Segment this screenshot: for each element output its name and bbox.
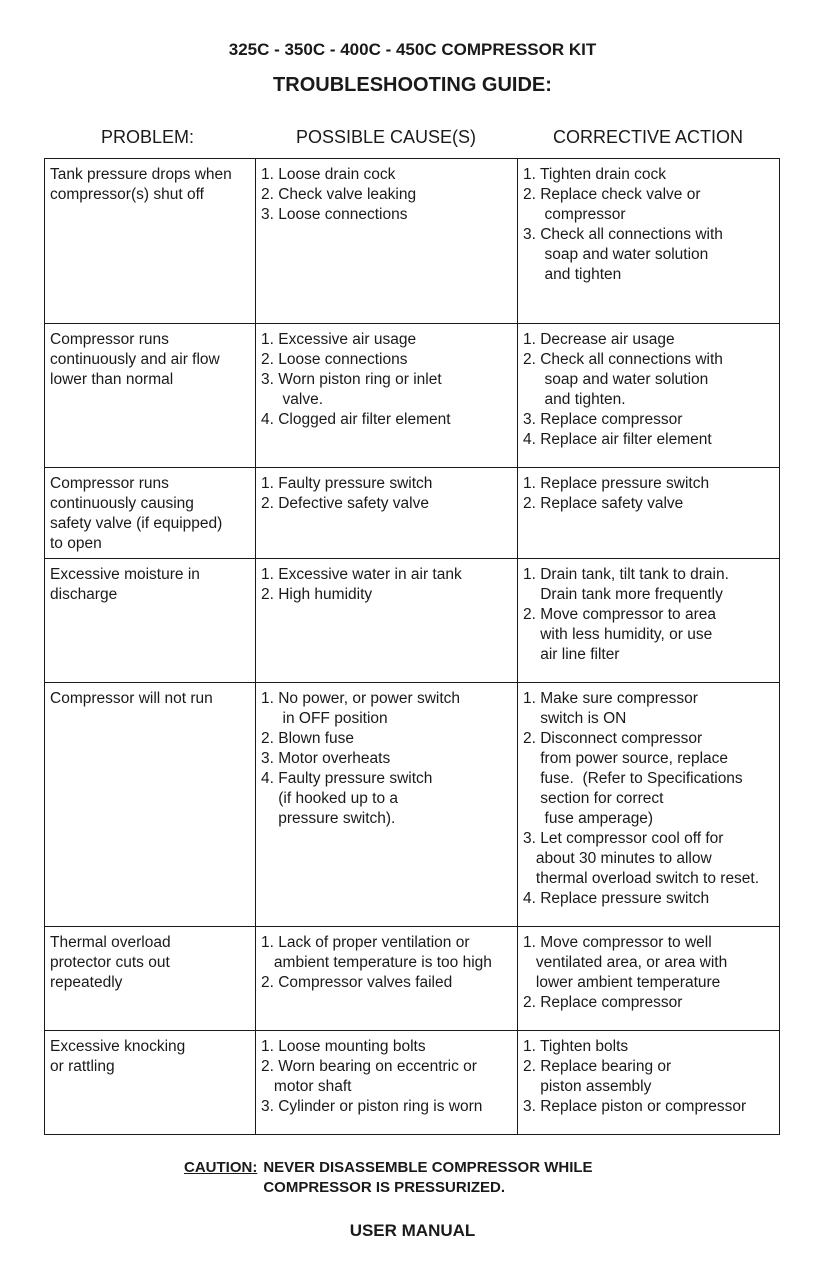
cause-item: 1. Faulty pressure switch (261, 475, 433, 492)
problem-cell (45, 559, 256, 683)
action-item: ventilated area, or area with (523, 954, 728, 971)
table-row (45, 683, 780, 927)
table-row (45, 159, 780, 324)
action-item: 2. Replace check valve or (523, 186, 701, 203)
cause-item: valve. (261, 391, 324, 408)
cause-item: 1. Excessive air usage (261, 331, 417, 348)
action-item: compressor (523, 206, 626, 223)
action-item: 4. Replace air filter element (523, 431, 712, 448)
action-item: fuse amperage) (523, 810, 654, 827)
action-column-header: CORRECTIVE ACTION (553, 127, 744, 147)
cause-item: 2. Compressor valves failed (261, 974, 453, 991)
cause-item: 4. Clogged air filter element (261, 411, 451, 428)
action-item: from power source, replace (523, 750, 729, 767)
cause-item: 4. Faulty pressure switch (261, 770, 433, 787)
caution-note (184, 1158, 593, 1198)
problem-cell (45, 1031, 256, 1135)
action-item: with less humidity, or use (523, 626, 713, 643)
action-item: about 30 minutes to allow (523, 850, 712, 867)
action-item: 1. Tighten drain cock (523, 166, 667, 183)
action-item: piston assembly (523, 1078, 652, 1095)
action-item: Drain tank more frequently (523, 586, 723, 603)
caution-label: CAUTION: (184, 1159, 258, 1176)
cause-item: 1. Excessive water in air tank (261, 566, 462, 583)
action-cell (518, 159, 780, 324)
action-item: 1. Tighten bolts (523, 1038, 629, 1055)
problem-line: or rattling (50, 1058, 115, 1075)
problem-cell (45, 927, 256, 1031)
guide-title: TROUBLESHOOTING GUIDE: (273, 74, 552, 96)
table-row (45, 468, 780, 559)
action-item: 1. Drain tank, tilt tank to drain. (523, 566, 729, 583)
action-cell (518, 324, 780, 468)
cause-item: 2. Blown fuse (261, 730, 355, 747)
cause-item: 2. Check valve leaking (261, 186, 417, 203)
cause-item: 2. High humidity (261, 586, 373, 603)
problem-cell (45, 159, 256, 324)
table-row (45, 559, 780, 683)
problem-cell (45, 683, 256, 927)
action-item: 1. Move compressor to well (523, 934, 712, 951)
action-item: soap and water solution (523, 371, 709, 388)
problem-line: Compressor runs (50, 331, 169, 348)
cause-item: ambient temperature is too high (261, 954, 492, 971)
cause-cell (256, 683, 518, 927)
caution-line: NEVER DISASSEMBLE COMPRESSOR WHILE (263, 1159, 593, 1176)
cause-cell (256, 159, 518, 324)
action-item: 2. Replace bearing or (523, 1058, 672, 1075)
caution-message (263, 1158, 592, 1198)
table-row (45, 324, 780, 468)
action-item: lower ambient temperature (523, 974, 721, 991)
table-row (45, 1031, 780, 1135)
cause-cell (256, 559, 518, 683)
action-item: 2. Replace compressor (523, 994, 683, 1011)
action-item: thermal overload switch to reset. (523, 870, 760, 887)
problem-line: to open (50, 535, 102, 552)
action-item: switch is ON (523, 710, 627, 727)
footer-label: USER MANUAL (349, 1221, 476, 1240)
cause-cell (256, 324, 518, 468)
action-item: 3. Check all connections with (523, 226, 723, 243)
cause-item: 1. Lack of proper ventilation or (261, 934, 470, 951)
action-item: and tighten (523, 266, 622, 283)
cause-item: 3. Worn piston ring or inlet (261, 371, 442, 388)
problem-cell (45, 324, 256, 468)
table-row (45, 927, 780, 1031)
cause-cell (256, 1031, 518, 1135)
cause-cell (256, 468, 518, 559)
cause-item: 2. Defective safety valve (261, 495, 429, 512)
model-title: 325C - 350C - 400C - 450C COMPRESSOR KIT (228, 40, 597, 59)
action-item: 1. Make sure compressor (523, 690, 698, 707)
caution-line: COMPRESSOR IS PRESSURIZED. (263, 1179, 506, 1196)
action-cell (518, 927, 780, 1031)
problem-cell (45, 468, 256, 559)
action-item: 1. Replace pressure switch (523, 475, 710, 492)
action-cell (518, 468, 780, 559)
action-item: air line filter (523, 646, 620, 663)
cause-item: 3. Cylinder or piston ring is worn (261, 1098, 483, 1115)
action-item: 4. Replace pressure switch (523, 890, 710, 907)
action-item: 3. Replace compressor (523, 411, 683, 428)
action-cell (518, 683, 780, 927)
troubleshooting-table (44, 158, 780, 1135)
problem-line: continuously causing (50, 495, 194, 512)
action-item: 2. Move compressor to area (523, 606, 716, 623)
cause-item: motor shaft (261, 1078, 352, 1095)
cause-item: 1. No power, or power switch (261, 690, 461, 707)
cause-item: in OFF position (261, 710, 388, 727)
cause-item: 2. Loose connections (261, 351, 408, 368)
cause-item: 3. Motor overheats (261, 750, 391, 767)
problem-line: protector cuts out (50, 954, 170, 971)
action-item: 1. Decrease air usage (523, 331, 675, 348)
problem-line: discharge (50, 586, 118, 603)
action-item: section for correct (523, 790, 664, 807)
cause-column-header: POSSIBLE CAUSE(S) (296, 127, 477, 147)
action-cell (518, 559, 780, 683)
cause-item: 2. Worn bearing on eccentric or (261, 1058, 477, 1075)
action-item: 2. Check all connections with (523, 351, 723, 368)
problem-line: repeatedly (50, 974, 123, 991)
problem-line: continuously and air flow (50, 351, 220, 368)
action-item: 3. Let compressor cool off for (523, 830, 724, 847)
problem-line: lower than normal (50, 371, 174, 388)
action-item: and tighten. (523, 391, 626, 408)
action-item: 2. Disconnect compressor (523, 730, 703, 747)
action-item: soap and water solution (523, 246, 709, 263)
cause-item: (if hooked up to a (261, 790, 399, 807)
problem-line: Compressor runs (50, 475, 169, 492)
action-cell (518, 1031, 780, 1135)
problem-line: compressor(s) shut off (50, 186, 204, 203)
action-item: 2. Replace safety valve (523, 495, 684, 512)
cause-cell (256, 927, 518, 1031)
problem-column-header: PROBLEM: (101, 127, 195, 147)
problem-line: Excessive moisture in (50, 566, 200, 583)
problem-line: Excessive knocking (50, 1038, 186, 1055)
cause-item: 1. Loose drain cock (261, 166, 396, 183)
cause-item: pressure switch). (261, 810, 396, 827)
cause-item: 1. Loose mounting bolts (261, 1038, 426, 1055)
action-item: fuse. (Refer to Specifications (523, 770, 743, 787)
problem-line: safety valve (if equipped) (50, 515, 223, 532)
action-item: 3. Replace piston or compressor (523, 1098, 747, 1115)
problem-line: Thermal overload (50, 934, 171, 951)
problem-line: Compressor will not run (50, 690, 213, 707)
problem-line: Tank pressure drops when (50, 166, 232, 183)
cause-item: 3. Loose connections (261, 206, 408, 223)
